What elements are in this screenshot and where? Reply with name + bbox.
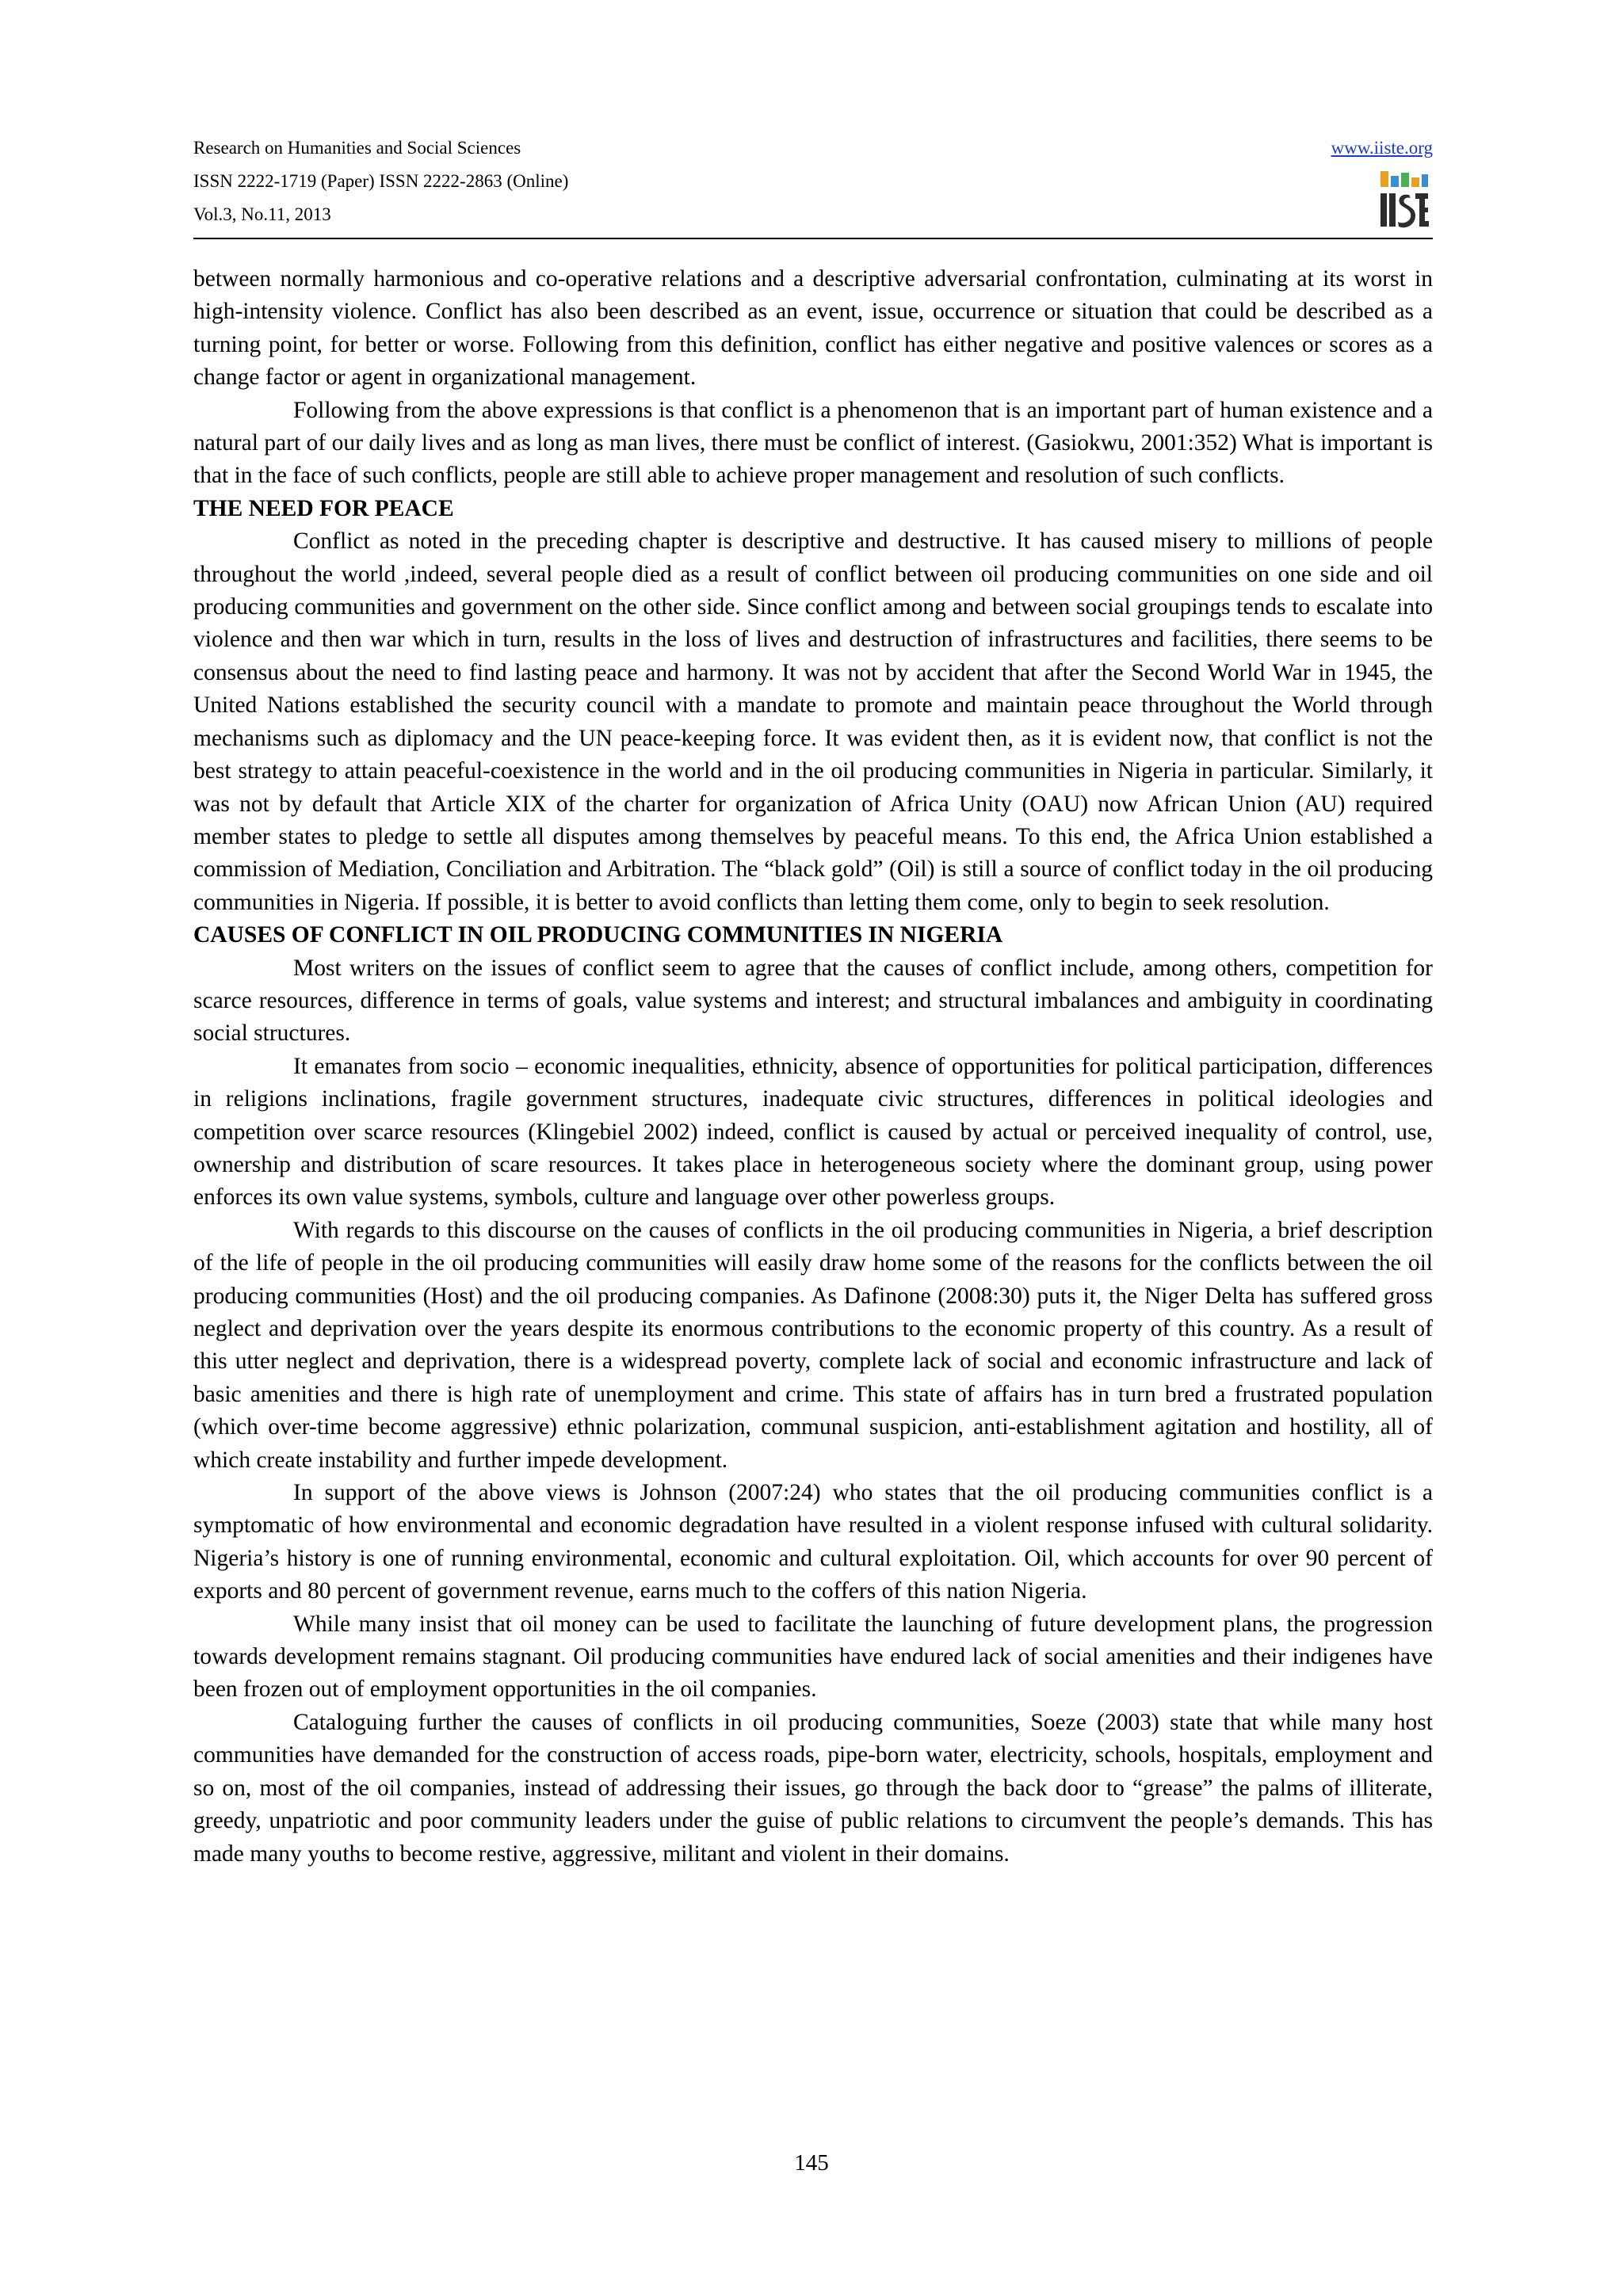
paragraph: With regards to this discourse on the causes of conflicts in the oil producing communities in Nigeria, a brief description of the life of people in the oil producing communities will easily draw home some of the reasons for the conflicts between the oil producing communities (Host) and the oil producing companies. As Dafinone (2008:30) puts it, the Niger Delta has suffered gross neglect and deprivation over the years despite its enormous contributions to the economic property of this country. As a result of this utter neglect and deprivation, there is a widespread poverty, complete lack of social and economic infrastructure and lack of basic amenities and there is high rate of unemployment and crime. This state of affairs has in turn bred a frustrated population (which over-time become aggressive) ethnic polarization, communal suspicion, anti-establishment agitation and hostility, all of which create instability and further impede development. [193, 1217, 1433, 1473]
paragraph: In support of the above views is Johnson (2007:24) who states that the oil producing communities conflict is a symptomatic of how environmental and economic degradation have resulted in a violent response infused with cultural solidarity. Nigeria’s history is one of running environmental, economic and cultural exploitation. Oil, which accounts for over 90 percent of exports and 80 percent of government revenue, earns much to the coffers of this nation Nigeria. [193, 1480, 1433, 1604]
paragraph: Most writers on the issues of conflict seem to agree that the causes of conflict include, among others, competition for scarce resources, difference in terms of goals, value systems and interest; and structural imbalances and ambiguity in coordinating social structures. [193, 955, 1433, 1047]
iiste-logo-icon [1377, 170, 1430, 230]
paragraph: It emanates from socio – economic inequalities, ethnicity, absence of opportunities for political participation, differences in religions inclinations, fragile government structures, inadequate civic structures, differences in political ideologies and competition over scarce resources (Klingebiel 2002) indeed, conflict is caused by actual or perceived inequality of control, use, ownership and distribution of scare resources. It takes place in heterogeneous society where the dominant group, using power enforces its own value systems, symbols, culture and language over other powerless groups. [193, 1053, 1433, 1211]
paragraph: Following from the above expressions is that conflict is a phenomenon that is an important part of human existence and a natural part of our daily lives and as long as man lives, there must be conflict of interest. (Gasiokwu, 2001:352) What is important is that in the face of such conflicts, people are still able to achieve proper management and resolution of such conflicts. [193, 397, 1433, 489]
article-body [193, 263, 1433, 1871]
website-link[interactable]: www.iiste.org [1331, 138, 1433, 158]
paragraph: between normally harmonious and co-operative relations and a descriptive adversarial confrontation, culminating at its worst in high-intensity violence. Conflict has also been described as an event, issue, occurrence or situation that could be described as a turning point, for better or worse. Following from this definition, conflict has either negative and positive valences or scores as a change factor or agent in organizational management. [193, 266, 1433, 391]
paragraph: Conflict as noted in the preceding chapter is descriptive and destructive. It has caused misery to millions of people throughout the world ,indeed, several people died as a result of conflict between oil producing communities on one side and oil producing communities and government on the other side. Since conflict among and between social groupings tends to escalate into violence and then war which in turn, results in the loss of lives and destruction of infrastructures and facilities, there seems to be consensus about the need to find lasting peace and harmony. It was not by accident that after the Second World War in 1945, the United Nations established the security council with a mandate to promote and maintain peace throughout the World through mechanisms such as diplomacy and the UN peace-keeping force. It was evident then, as it is evident now, that conflict is not the best strategy to attain peaceful-coexistence in the world and in the oil producing communities in Nigeria in particular. Similarly, it was not by default that Article XIX of the charter for organization of Africa Unity (OAU) now African Union (AU) required member states to pledge to settle all disputes among themselves by peaceful means. To this end, the Africa Union established a commission of Mediation, Conciliation and Arbitration. The “black gold” (Oil) is still a source of conflict today in the oil producing communities in Nigeria. If possible, it is better to avoid conflicts than letting them come, only to begin to seek resolution. [193, 528, 1433, 915]
issn-line: ISSN 2222-1719 (Paper) ISSN 2222-2863 (Online) [193, 171, 569, 191]
section-heading-need-for-peace: THE NEED FOR PEACE [193, 495, 454, 521]
journal-title: Research on Humanities and Social Sciences [193, 138, 521, 158]
volume-line: Vol.3, No.11, 2013 [193, 204, 331, 224]
page-number: 145 [794, 2150, 829, 2176]
paragraph: Cataloguing further the causes of conflicts in oil producing communities, Soeze (2003) state that while many host communities have demanded for the construction of access roads, pipe-born water, electricity, schools, hospitals, employment and so on, most of the oil companies, instead of addressing their issues, go through the back door to “grease” the palms of illiterate, greedy, unpatriotic and poor community leaders under the guise of public relations to circumvent the people’s demands. This has made many youths to become restive, aggressive, militant and violent in their domains. [193, 1709, 1433, 1867]
section-heading-causes: CAUSES OF CONFLICT IN OIL PRODUCING COMMUNITIES IN NIGERIA [193, 922, 1003, 948]
paragraph: While many insist that oil money can be used to facilitate the launching of future development plans, the progression towards development remains stagnant. Oil producing communities have endured lack of social amenities and their indigenes have been frozen out of employment opportunities in the oil companies. [193, 1611, 1433, 1703]
page-header [193, 135, 1433, 239]
